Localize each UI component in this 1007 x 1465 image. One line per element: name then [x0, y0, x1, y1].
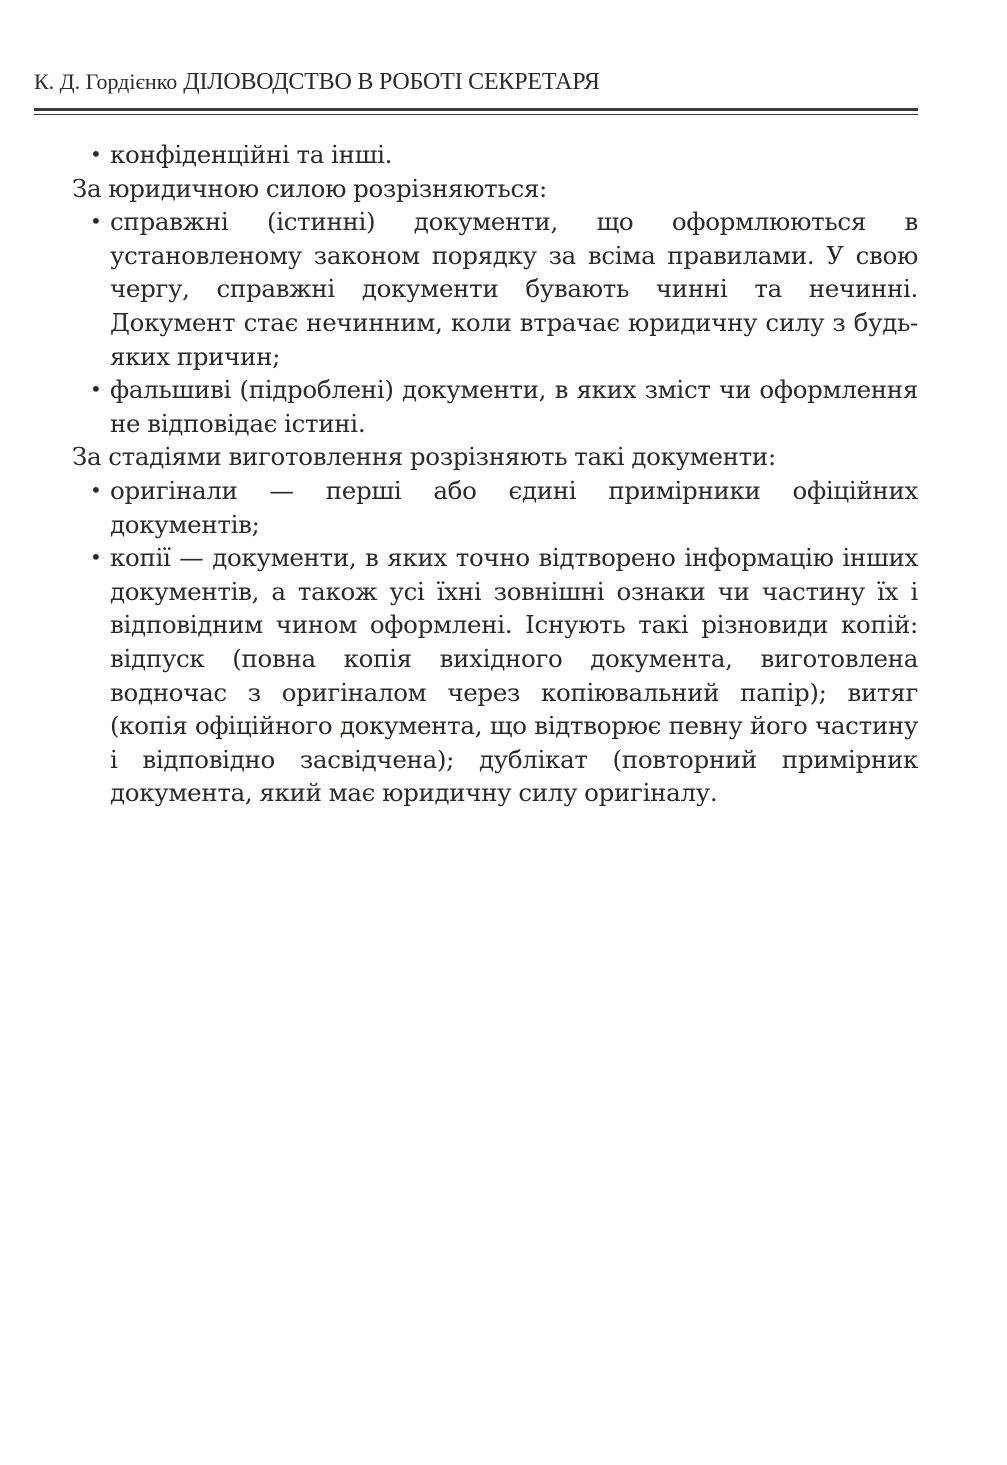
list-item-text: конфіденційні та інші. — [110, 140, 393, 169]
header-book-title: ДІЛОВОДСТВО В РОБОТІ СЕКРЕТАРЯ — [183, 69, 600, 95]
list-item-genuine — [82, 205, 918, 373]
list-item-originals — [82, 474, 918, 541]
bullet-icon: • — [90, 545, 102, 570]
list-item-text: копії — документи, в яких точно відтворено інформацію інших документів, а також усі їхні зовнішні ознаки чи частину їх і відповідним чином оформлені. Існують такі різновиди копій: відпуск (повна копія вихідного документа, виготовлена водночас з оригіналом через копіювальний папір); витяг (копія офіційного документа, що відтворює певну його частину і відповідно засвідчена); дублікат (повторний примірник документа, який має юридичну силу оригіналу. — [110, 543, 918, 808]
legal-force-intro: За юридичною силою розрізняються: — [72, 173, 548, 203]
list-item-copies — [82, 541, 918, 810]
list-item-text: фальшиві (підроблені) документи, в яких зміст чи оформлення не відповідає істині. — [110, 375, 918, 438]
list-item-fake — [82, 373, 918, 440]
list-item-text: справжні (істинні) документи, що оформлюються в установленому законом порядку за всіма правилами. У свою чергу, справжні документи бувають чинні та нечинні. Документ стає нечинним, коли втрачає юридичну силу з будь-яких причин; — [110, 207, 918, 371]
header-rule-thick — [34, 108, 918, 111]
header-rule-thin — [34, 114, 918, 115]
page-body — [72, 138, 918, 810]
list-item-text: оригінали — перші або єдині примірники офіційних документів; — [110, 475, 918, 539]
list-item-confidential — [82, 138, 918, 172]
stages-intro: За стадіями виготовлення розрізняють такі документи: — [72, 442, 776, 472]
bullet-icon: • — [90, 477, 102, 502]
running-header — [34, 68, 918, 96]
bullet-icon: • — [90, 209, 102, 234]
bullet-icon: • — [90, 377, 102, 402]
header-author: К. Д. Гордієнко — [34, 69, 178, 94]
bullet-icon: • — [90, 142, 102, 166]
